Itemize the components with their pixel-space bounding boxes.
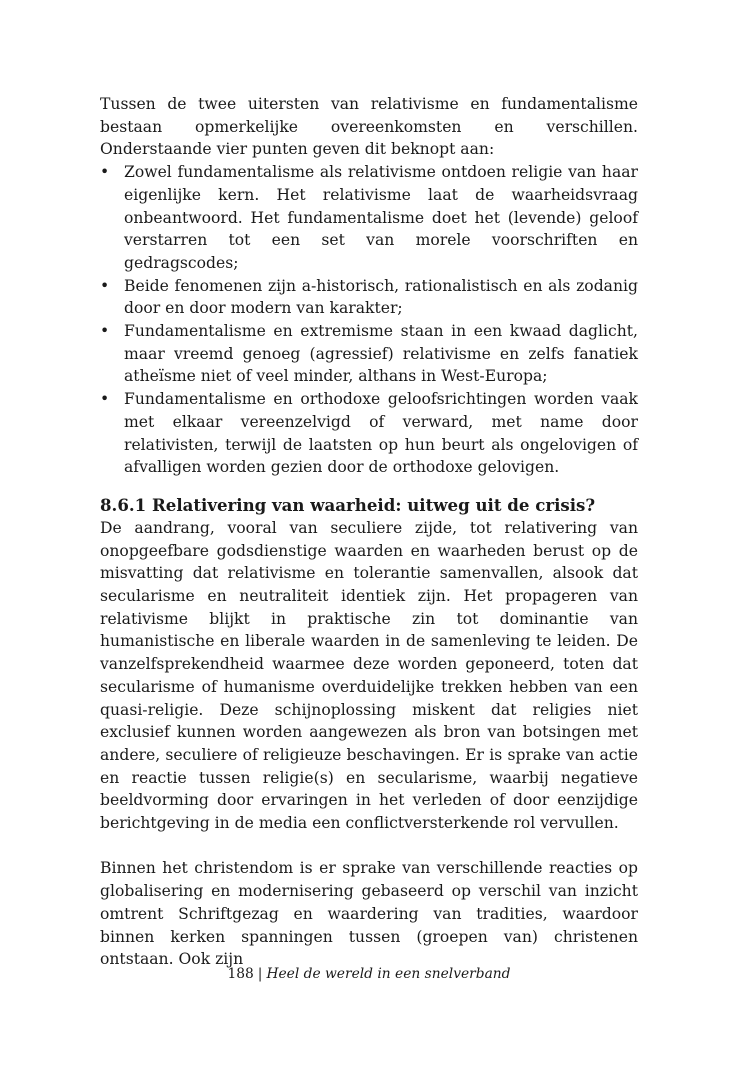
paragraph-spacer	[100, 835, 638, 858]
bullet-text: Beide fenomenen zijn a-historisch, rationalistisch en als zodanig door en door modern van karakter;	[124, 276, 638, 318]
list-item	[100, 275, 638, 320]
intro-paragraph: Tussen de twee uitersten van relativisme en fundamentalisme bestaan opmerkelijke overeenkomsten en verschillen. Onderstaande vier punten geven dit beknopt aan:	[100, 95, 638, 159]
book-title: Heel de wereld in een snelverband	[266, 966, 511, 982]
bullet-icon: •	[100, 276, 110, 295]
bullet-text: Fundamentalisme en orthodoxe geloofsrichtingen worden vaak met elkaar vereenzelvigd of verward, met name door relativisten, terwijl de laatsten op hun beurt als ongelovigen of afvalligen worden gezien door de orthodoxe gelovigen.	[124, 390, 638, 477]
footer-separator: |	[257, 966, 263, 982]
list-item	[100, 388, 638, 479]
list-item	[100, 161, 638, 275]
bullet-text: Fundamentalisme en extremisme staan in een kwaad daglicht, maar vreemd genoeg (agressief) relativisme en zelfs fanatiek atheïsme niet of veel minder, althans in West-Europa;	[124, 322, 638, 386]
bullet-list	[100, 161, 638, 479]
page-footer	[0, 966, 738, 982]
bullet-icon: •	[100, 390, 110, 409]
bullet-text: Zowel fundamentalisme als relativisme ontdoen religie van haar eigenlijke kern. Het relativisme laat de waarheidsvraag onbeantwoord. Het fundamentalisme doet het (levende) geloof verstarren tot een set van morele voorschriften en gedragscodes;	[124, 163, 638, 272]
section-paragraph-2: Binnen het christendom is er sprake van verschillende reacties op globalisering en modernisering gebaseerd op verschil van inzicht omtrent Schriftgezag en waardering van tradities, waardoor binnen kerken spanningen tussen (groepen van) christenen ontstaan. Ook zijn	[100, 859, 638, 969]
section-heading: 8.6.1 Relativering van waarheid: uitweg uit de crisis?	[100, 494, 596, 515]
section-paragraph-1: De aandrang, vooral van seculiere zijde, tot relativering van onopgeefbare godsdienstige waarden en waarheden berust op de misvatting dat relativisme en tolerantie samenvallen, alsook dat secularisme en neutraliteit identiek zijn. Het propageren van relativisme blijkt in praktische zin tot dominantie van humanistische en liberale waarden in de samenleving te leiden. De vanzelfsprekendheid waarmee deze worden geponeerd, toten dat secularisme of humanisme overduidelijke trekken hebben van een quasi-religie. Deze schijnoplossing miskent dat religies niet exclusief kunnen worden aangewezen als bron van botsingen met andere, seculiere of religieuze beschavingen. Er is sprake van actie en reactie tussen religie(s) en secularisme, waarbij negatieve beeldvorming door ervaringen in het verleden of door eenzijdige berichtgeving in de media een conflictversterkende rol vervullen.	[100, 518, 638, 833]
page-number: 188	[227, 966, 254, 982]
list-item	[100, 320, 638, 388]
bullet-icon: •	[100, 163, 110, 182]
page-body	[100, 93, 638, 971]
bullet-icon: •	[100, 322, 110, 341]
